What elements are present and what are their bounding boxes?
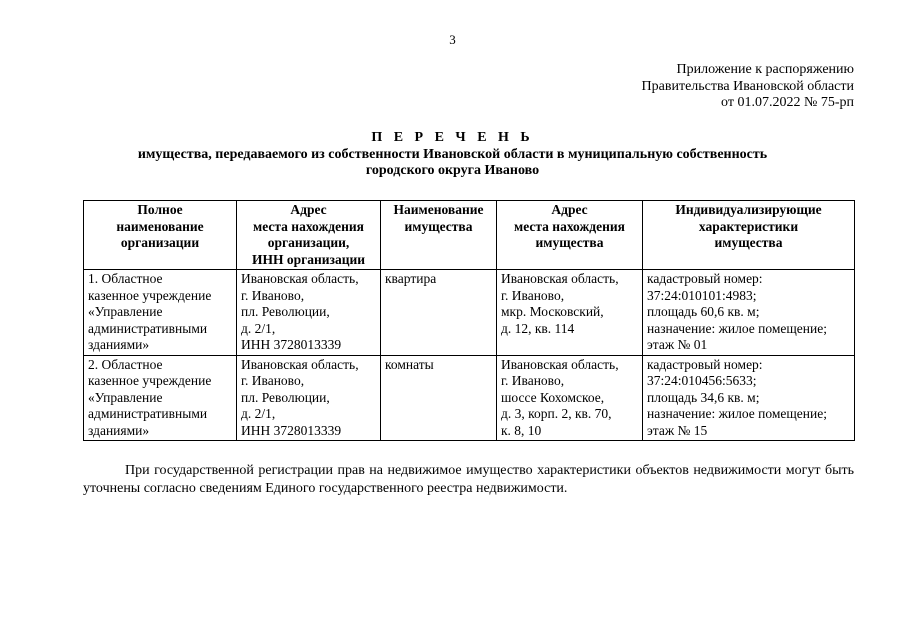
header-line: Полное [137, 202, 183, 217]
cell-line: ИНН 3728013339 [241, 337, 342, 352]
cell-property-address [497, 355, 643, 441]
header-line: Наименование [393, 202, 484, 217]
cell-characteristics [643, 355, 855, 441]
header-line: наименование [116, 218, 204, 234]
registration-note: При государственной регистрации прав на недвижимое имущество характеристики объектов недвижимости могут быть уточнены согласно сведениям Единого государственного реестра недвижимости. [83, 463, 854, 496]
cell-line: кадастровый номер: [647, 356, 763, 372]
cell-line: Ивановская область, [501, 271, 619, 286]
cell-line: квартира [385, 271, 437, 286]
cell-org-name [84, 355, 237, 441]
table-row [84, 270, 855, 356]
cell-line: Ивановская область, [501, 356, 619, 372]
cell-line: казенное учреждение [88, 373, 212, 388]
cell-line: «Управление [88, 389, 163, 405]
cell-line: «Управление [88, 304, 163, 319]
cell-org-name [84, 270, 237, 356]
document-title [0, 130, 905, 180]
cell-line: площадь 34,6 кв. м; [647, 389, 760, 405]
cell-org-address [237, 270, 381, 356]
cell-line: площадь 60,6 кв. м; [647, 304, 760, 319]
title-subline: городского округа Иваново [365, 163, 540, 178]
appendix-line: Приложение к распоряжению [676, 62, 854, 77]
header-line: места нахождения [253, 218, 364, 234]
cell-line: Ивановская область, [241, 356, 359, 372]
appendix-line: Правительства Ивановской области [641, 78, 854, 94]
header-org-name [84, 201, 237, 270]
header-property-address [497, 201, 643, 270]
cell-line: г. Иваново, [501, 373, 565, 388]
header-property-name [381, 201, 497, 270]
cell-line: д. 2/1, [241, 320, 276, 336]
cell-line: кадастровый номер: [647, 271, 763, 286]
cell-line: этаж № 01 [647, 337, 708, 352]
cell-line: Ивановская область, [241, 271, 359, 286]
header-org-address [237, 201, 381, 270]
cell-line: 2. Областное [88, 356, 163, 372]
cell-line: комнаты [385, 356, 434, 372]
header-line: имущества [404, 218, 473, 234]
cell-line: шоссе Кохомское, [501, 389, 605, 405]
cell-line: к. 8, 10 [501, 422, 542, 438]
header-line: организации, [267, 235, 350, 250]
header-line: места нахождения [514, 218, 625, 234]
cell-line: 37:24:010101:4983; [647, 287, 757, 303]
title-word: П Е Р Е Ч Е Н Ь [371, 130, 534, 145]
cell-line: административными [88, 406, 208, 421]
cell-line: ИНН 3728013339 [241, 422, 342, 438]
cell-line: зданиями» [88, 422, 150, 438]
cell-line: пл. Революции, [241, 389, 330, 405]
cell-line: г. Иваново, [501, 287, 565, 303]
header-line: имущества [714, 235, 783, 250]
header-line: характеристики [698, 218, 799, 234]
table-row [84, 355, 855, 441]
cell-line: 1. Областное [88, 271, 163, 286]
header-line: Адрес [290, 202, 327, 217]
cell-line: д. 2/1, [241, 406, 276, 421]
header-line: Индивидуализирующие [675, 202, 822, 217]
cell-line: г. Иваново, [241, 287, 305, 303]
appendix-header [642, 62, 854, 112]
cell-property-name [381, 355, 497, 441]
property-table [83, 200, 855, 441]
cell-characteristics [643, 270, 855, 356]
header-characteristics [643, 201, 855, 270]
cell-org-address [237, 355, 381, 441]
header-line: ИНН организации [251, 251, 366, 267]
header-line: Адрес [551, 202, 588, 217]
cell-line: назначение: жилое помещение; [647, 406, 827, 421]
cell-property-name [381, 270, 497, 356]
appendix-date-line: от 01.07.2022 № 75-рп [721, 95, 854, 110]
cell-line: казенное учреждение [88, 287, 212, 303]
cell-line: пл. Революции, [241, 304, 330, 319]
cell-line: 37:24:010456:5633; [647, 373, 757, 388]
cell-property-address [497, 270, 643, 356]
header-line: организации [120, 235, 200, 250]
table-header-row [84, 201, 855, 270]
cell-line: назначение: жилое помещение; [647, 320, 827, 336]
cell-line: административными [88, 320, 208, 336]
title-subline: имущества, передаваемого из собственности Ивановской области в муниципальную собственность [137, 146, 768, 162]
cell-line: г. Иваново, [241, 373, 305, 388]
cell-line: д. 3, корп. 2, кв. 70, [501, 406, 612, 421]
header-line: имущества [535, 235, 604, 250]
cell-line: зданиями» [88, 337, 150, 352]
cell-line: д. 12, кв. 114 [501, 320, 575, 336]
page-number: 3 [449, 32, 456, 47]
cell-line: этаж № 15 [647, 422, 708, 438]
cell-line: мкр. Московский, [501, 304, 604, 319]
